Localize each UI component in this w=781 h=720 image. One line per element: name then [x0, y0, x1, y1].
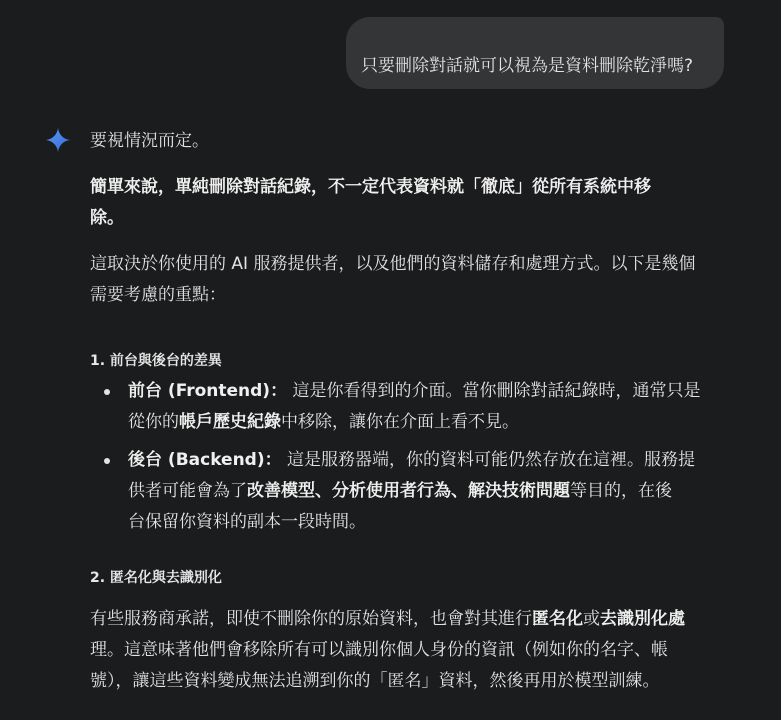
- section2-heading: 2. 匿名化與去識別化: [90, 570, 222, 586]
- bullet-dot: [104, 458, 110, 464]
- list-item-frontend: 前台 (Frontend)： 這是你看得到的介面。當你刪除對話紀錄時，通常只是 從你的帳戶歷史紀錄中移除，讓你在介面上看不見。: [90, 376, 730, 438]
- section1-heading: 1. 前台與後台的差異: [90, 353, 222, 369]
- user-message-text: 只要刪除對話就可以視為是資料刪除乾淨嗎?: [361, 56, 694, 76]
- assistant-response: [90, 126, 730, 697]
- gemini-sparkle-icon: [46, 128, 70, 152]
- user-message-bubble: [346, 17, 724, 89]
- list-item-backend: 後台 (Backend)： 這是服務器端，你的資料可能仍然存放在這裡。服務提 供者可能會為了改善模型、分析使用者行為、解決技術問題等目的，在後 台保留你資料的副本一段時間。: [90, 445, 730, 538]
- section1-list: [90, 376, 730, 538]
- section2-body: 有些服務商承諾，即使不刪除你的原始資料，也會對其進行匿名化或去識別化處 理。這意味著他們會移除所有可以識別你個人身份的資訊（例如你的名字、帳 號），讓這些資料變成無法追溯到你的「匿名」資料，然後再用於模型訓練。: [90, 609, 685, 691]
- bullet-dot: [104, 389, 110, 395]
- response-context: 這取決於你使用的 AI 服務提供者，以及他們的資料儲存和處理方式。以下是幾個 需要考慮的重點：: [90, 254, 696, 305]
- response-summary: 簡單來說，單純刪除對話紀錄，不一定代表資料就「徹底」從所有系統中移 除。: [90, 177, 651, 228]
- response-intro: 要視情況而定。: [90, 131, 209, 151]
